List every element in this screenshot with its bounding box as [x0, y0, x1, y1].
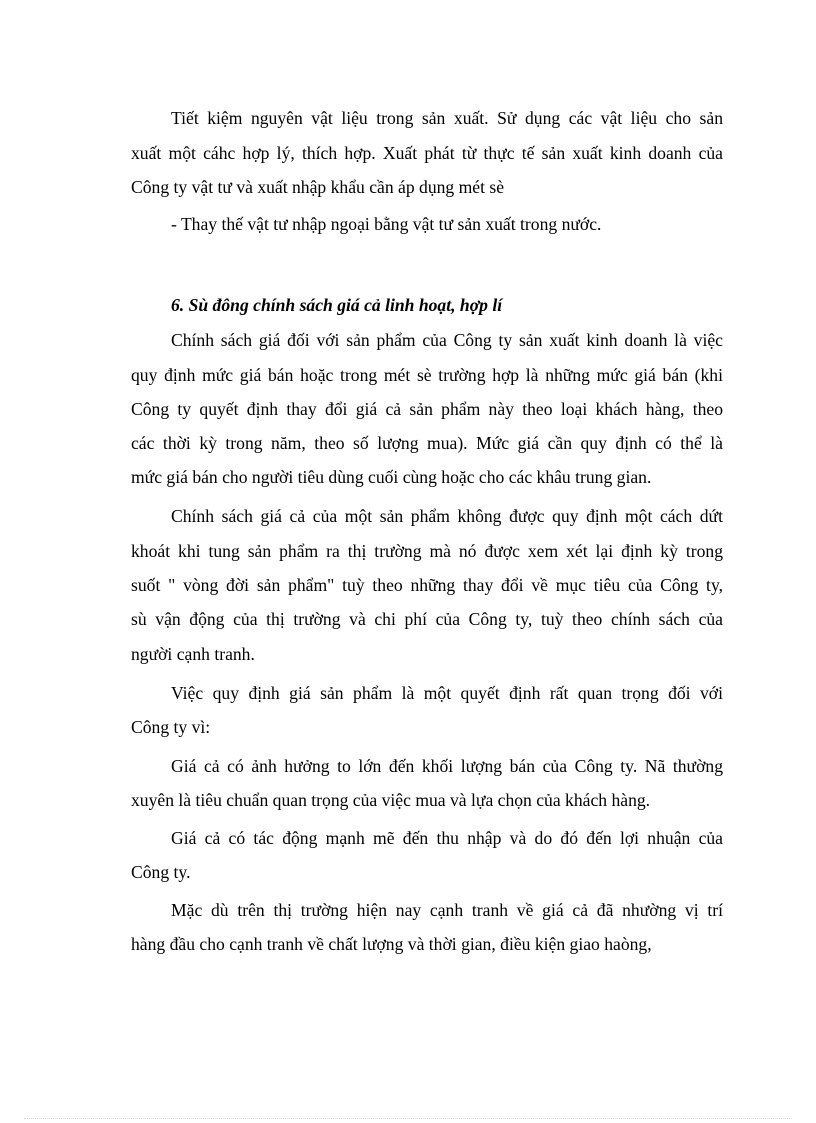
paragraph-line: Chính sách giá đối với sản phẩm của Công ty sản xuất kinh doanh là việc: [171, 330, 723, 350]
paragraph-line: Giá cả có ảnh hưởng to lớn đến khối lượng bán của Công ty. Nã thường: [171, 756, 723, 776]
paragraph-line: Công ty.: [131, 862, 191, 882]
paragraph-line: Công ty vì:: [131, 717, 211, 737]
paragraph-line: xuyên là tiêu chuẩn quan trọng của việc mua và lựa chọn của khách hàng.: [131, 790, 651, 810]
paragraph-line: xuất một cáhc hợp lý, thích hợp. Xuất phát từ thực tế sản xuất kinh doanh của: [131, 143, 723, 163]
paragraph-line: Công ty vật tư và xuất nhập khẩu cần áp dụng mét sè: [131, 177, 505, 197]
paragraph-line: hàng đầu cho cạnh tranh về chất lượng và thời gian, điều kiện giao haòng,: [131, 934, 652, 954]
paragraph-line: quy định mức giá bán hoặc trong mét sè trường hợp là những mức giá bán (khi: [131, 365, 723, 385]
paragraph-line: Chính sách giá cả của một sản phẩm không được quy định một cách dứt: [171, 506, 723, 526]
paragraph-line: Tiết kiệm nguyên vật liệu trong sản xuất. Sử dụng các vật liệu cho sản: [171, 108, 723, 128]
paragraph-line: Việc quy định giá sản phẩm là một quyết định rất quan trọng đối với: [171, 683, 723, 703]
paragraph-line: Giá cả có tác động mạnh mẽ đến thu nhập và do đó đến lợi nhuận của: [171, 828, 723, 848]
paragraph-line: sù vận động của thị trường và chi phí của Công ty, tuỳ theo chính sách của: [131, 609, 723, 629]
paragraph-line: - Thay thế vật tư nhập ngoại bằng vật tư sản xuất trong nước.: [171, 214, 602, 234]
paragraph-line: suốt " vòng đời sản phẩm" tuỳ theo những thay đổi về mục tiêu của Công ty,: [131, 575, 723, 595]
paragraph-line: mức giá bán cho người tiêu dùng cuối cùng hoặc cho các khâu trung gian.: [131, 467, 652, 487]
paragraph-line: khoát khi tung sản phẩm ra thị trường mà nó được xem xét lại định kỳ trong: [131, 541, 723, 561]
paragraph-line: Công ty quyết định thay đổi giá cả sản phẩm này theo loại khách hàng, theo: [131, 399, 723, 419]
page-boundary: [24, 1118, 792, 1119]
paragraph-line: Mặc dù trên thị trường hiện nay cạnh tranh về giá cả đã nhường vị trí: [171, 900, 723, 920]
paragraph-line: người cạnh tranh.: [131, 644, 255, 664]
paragraph-line: các thời kỳ trong năm, theo số lượng mua). Mức giá cần quy định có thể là: [131, 433, 723, 453]
section-heading: 6. Sù đông chính sách giá cả linh hoạt, hợp lí: [171, 295, 503, 315]
